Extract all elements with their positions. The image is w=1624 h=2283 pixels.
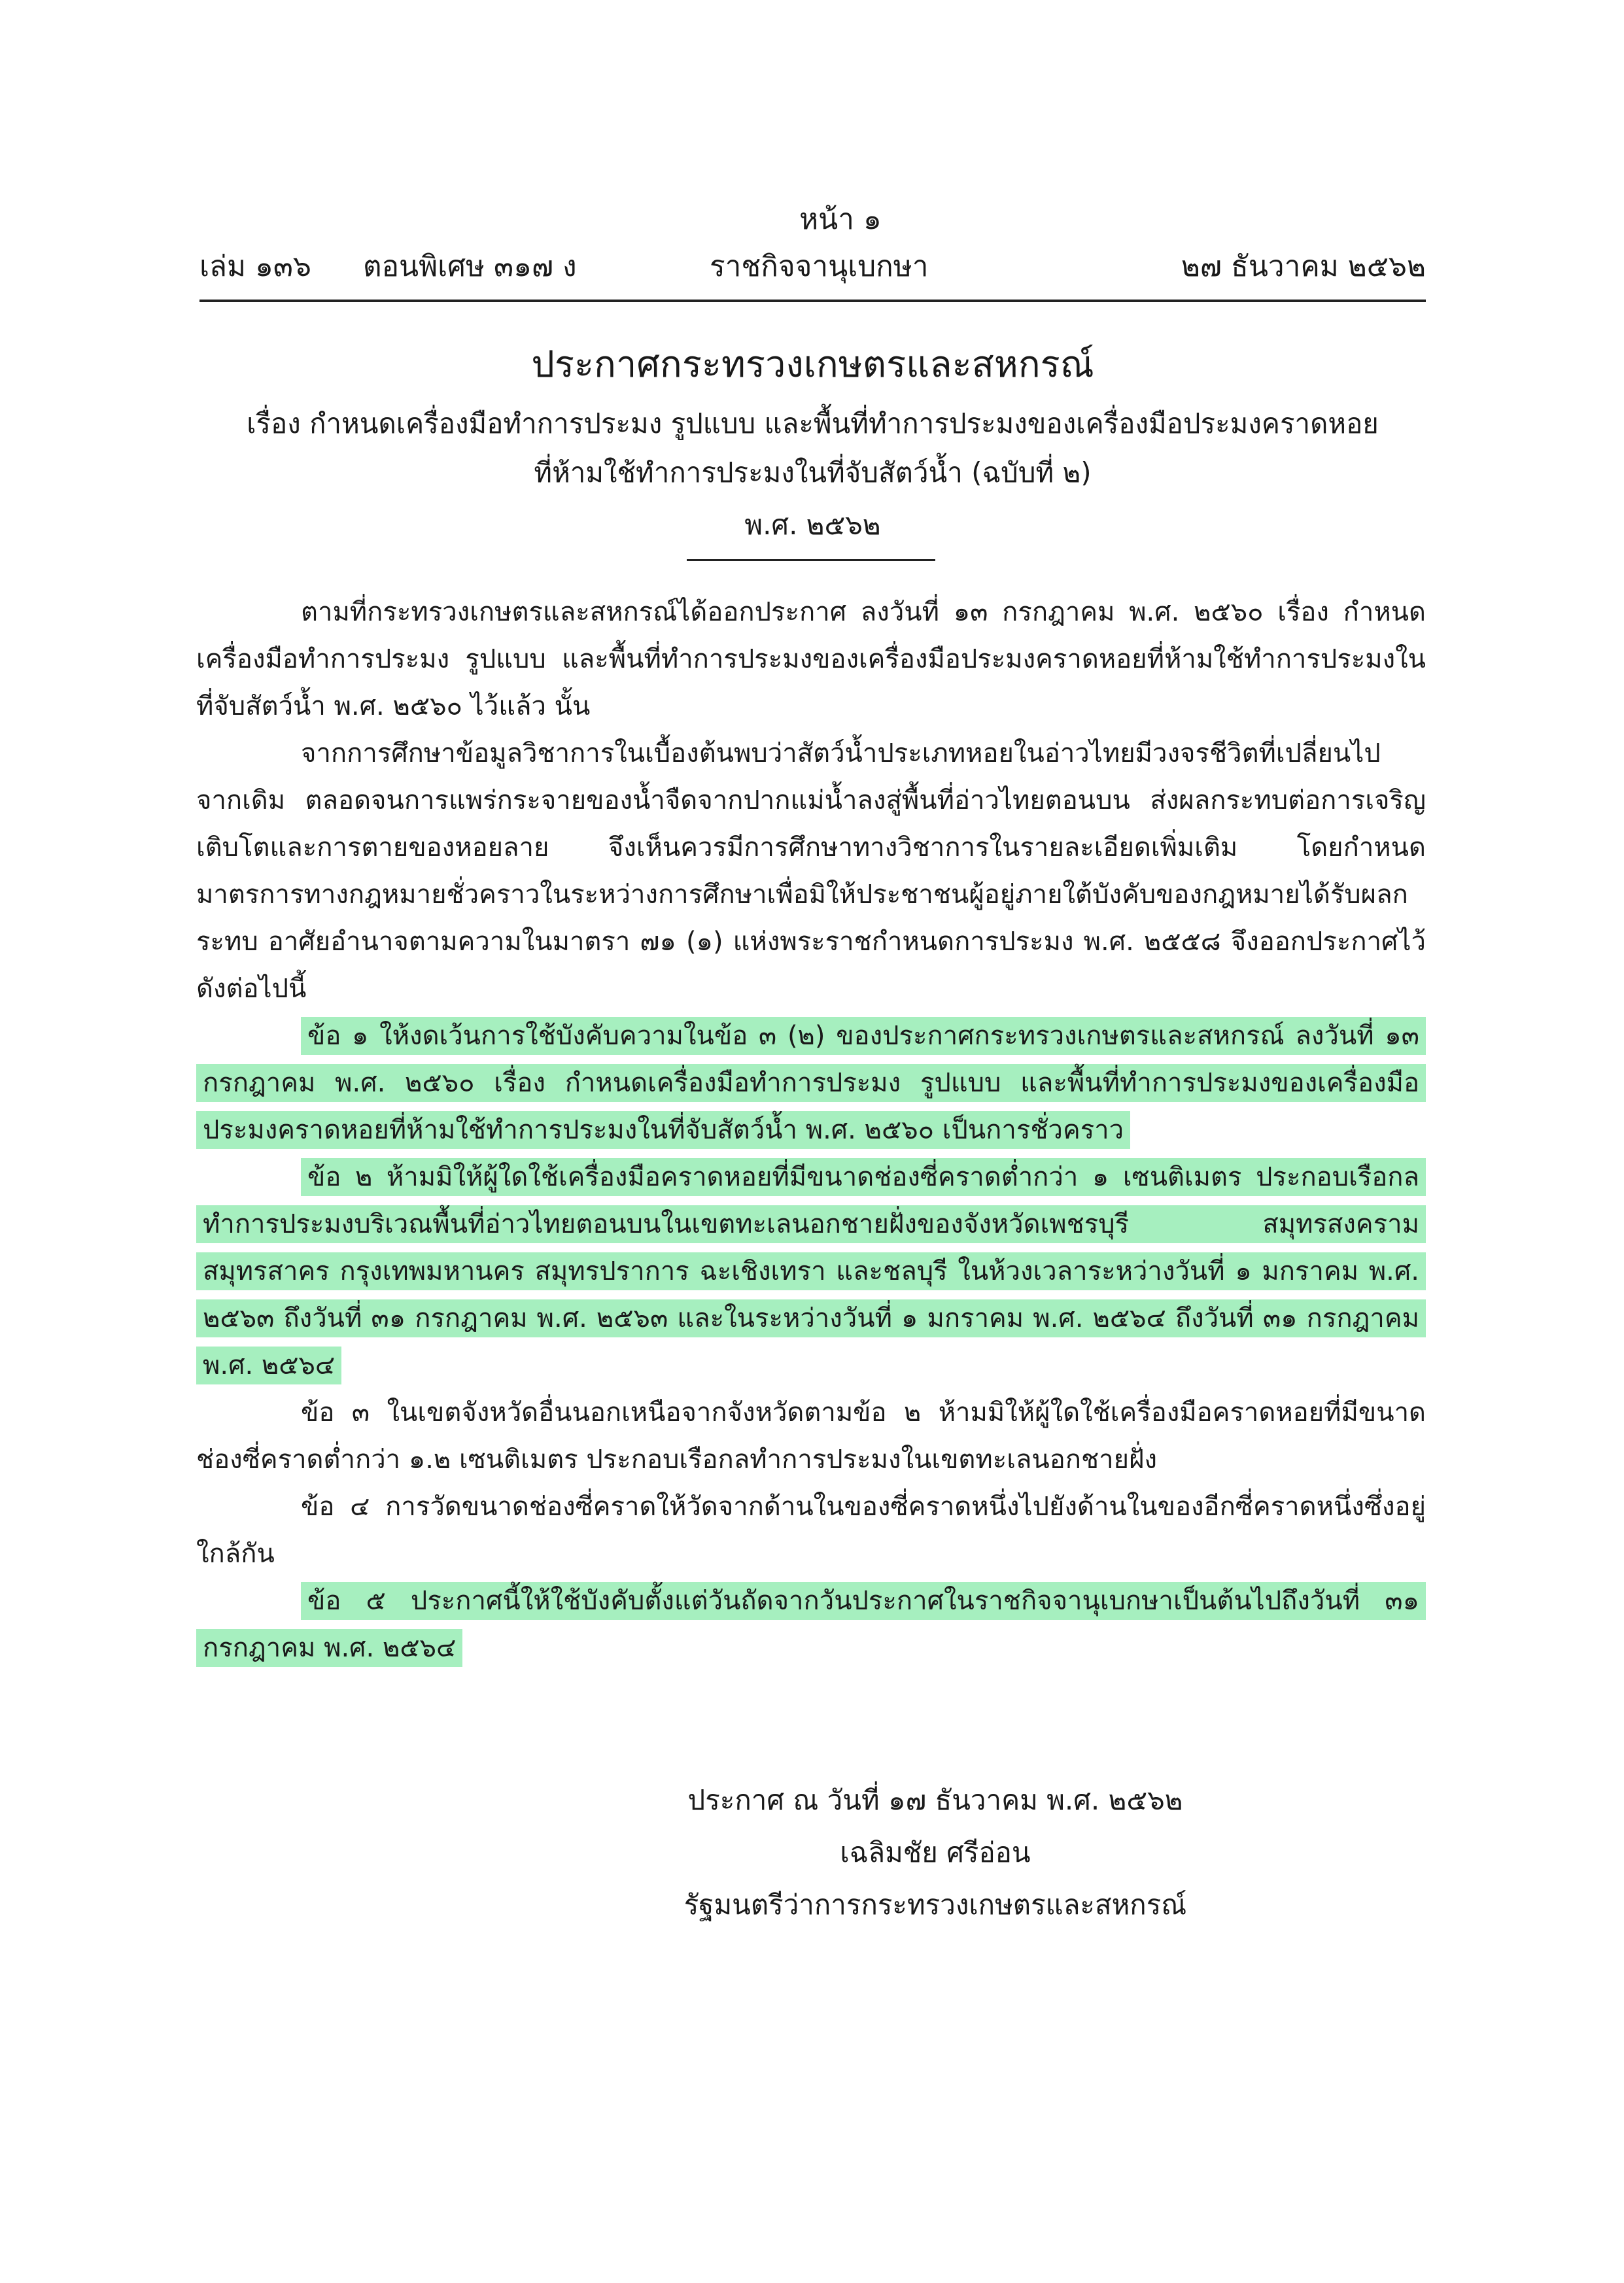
clause-2-text: ข้อ ๒ ห้ามมิให้ผู้ใดใช้เครื่องมือคราดหอยที่มีขนาดช่องซี่คราดต่ำกว่า ๑ เซนติเมตร ประกอบเรือกลทำการประมงบริเวณพื้นที่อ่าวไทยตอนบนในเขตทะเลนอกชายฝั่งของจังหวัดเพชรบุรี สมุทรสงคราม สมุทรสาคร กรุงเทพมหานคร สมุทรปราการ ฉะเชิงเทรา และชลบุรี ในห้วงเวลาระหว่างวันที่ ๑ มกราคม พ.ศ. ๒๕๖๓ ถึงวันที่ ๓๑ กรกฎาคม พ.ศ. ๒๕๖๓ และในระหว่างวันที่ ๑ มกราคม พ.ศ. ๒๕๖๔ ถึงวันที่ ๓๑ กรกฎาคม พ.ศ. ๒๕๖๔: [196, 1158, 1426, 1384]
announcement-body: [196, 589, 1426, 1672]
issue-label: ตอนพิเศษ ๓๑๗ ง: [363, 250, 577, 283]
page-number: หน้า ๑: [799, 203, 882, 236]
clause-2: [196, 1154, 1426, 1389]
subject-line-1: เรื่อง กำหนดเครื่องมือทำการประมง รูปแบบ และพื้นที่ทำการประมงของเครื่องมือประมงคราดหอย: [247, 407, 1379, 439]
signatory-name: เฉลิมชัย ศรีอ่อน: [840, 1836, 1031, 1868]
announcement-date: ประกาศ ณ วันที่ ๑๗ ธันวาคม พ.ศ. ๒๕๖๒: [687, 1784, 1183, 1816]
signatory-position: รัฐมนตรีว่าการกระทรวงเกษตรและสหกรณ์: [683, 1889, 1187, 1921]
volume-label: เล่ม ๑๓๖: [199, 250, 311, 283]
gazette-header: [199, 243, 1426, 289]
gazette-date: ๒๗ ธันวาคม ๒๕๖๒: [1181, 250, 1426, 283]
subject-line-2: ที่ห้ามใช้ทำการประมงในที่จับสัตว์น้ำ (ฉบับที่ ๒): [534, 456, 1092, 489]
title-divider: [687, 559, 935, 561]
clause-1-text: ข้อ ๑ ให้งดเว้นการใช้บังคับความในข้อ ๓ (๒) ของประกาศกระทรวงเกษตรและสหกรณ์ ลงวันที่ ๑๓ กรกฎาคม พ.ศ. ๒๕๖๐ เรื่อง กำหนดเครื่องมือทำการประมง รูปแบบ และพื้นที่ทำการประมงของเครื่องมือประมงคราดหอยที่ห้ามใช้ทำการประมงในที่จับสัตว์น้ำ พ.ศ. ๒๕๖๐ เป็นการชั่วคราว: [196, 1017, 1426, 1149]
clause-1: [196, 1012, 1426, 1154]
clause-4: ข้อ ๔ การวัดขนาดช่องซี่คราดให้วัดจากด้านในของซี่คราดหนึ่งไปยังด้านในของอีกซี่คราดหนึ่งซึ่งอยู่ใกล้กัน: [196, 1492, 1426, 1569]
gazette-name: ราชกิจจานุเบกษา: [710, 250, 929, 283]
rationale-paragraph: จากการศึกษาข้อมูลวิชาการในเบื้องต้นพบว่าสัตว์น้ำประเภทหอยในอ่าวไทยมีวงจรชีวิตที่เปลี่ยนไปจากเดิม ตลอดจนการแพร่กระจายของน้ำจืดจากปากแม่น้ำลงสู่พื้นที่อ่าวไทยตอนบน ส่งผลกระทบต่อการเจริญเติบโตและการตายของหอยลาย จึงเห็นควรมีการศึกษาทางวิชาการในรายละเอียดเพิ่มเติม โดยกำหนดมาตรการทางกฎหมายชั่วคราวในระหว่างการศึกษาเพื่อมิให้ประชาชนผู้อยู่ภายใต้บังคับของกฎหมายได้รับผลกระทบ อาศัยอำนาจตามความในมาตรา ๗๑ (๑) แห่งพระราชกำหนดการประมง พ.ศ. ๒๕๕๘ จึงออกประกาศไว้ ดังต่อไปนี้: [196, 738, 1426, 1004]
header-divider: [199, 300, 1426, 302]
clause-5-text: ข้อ ๕ ประกาศนี้ให้ใช้บังคับตั้งแต่วันถัดจากวันประกาศในราชกิจจานุเบกษาเป็นต้นไปถึงวันที่ ๓๑ กรกฎาคม พ.ศ. ๒๕๖๔: [196, 1582, 1426, 1667]
preamble-paragraph: ตามที่กระทรวงเกษตรและสหกรณ์ได้ออกประกาศ ลงวันที่ ๑๓ กรกฎาคม พ.ศ. ๒๕๖๐ เรื่อง กำหนดเครื่องมือทำการประมง รูปแบบ และพื้นที่ทำการประมงของเครื่องมือประมงคราดหอยที่ห้ามใช้ทำการประมงในที่จับสัตว์น้ำ พ.ศ. ๒๕๖๐ ไว้แล้ว นั้น: [196, 597, 1426, 721]
clause-5: [196, 1577, 1426, 1672]
clause-3: ข้อ ๓ ในเขตจังหวัดอื่นนอกเหนือจากจังหวัดตามข้อ ๒ ห้ามมิให้ผู้ใดใช้เครื่องมือคราดหอยที่มีขนาดช่องซี่คราดต่ำกว่า ๑.๒ เซนติเมตร ประกอบเรือกลทำการประมงในเขตทะเลนอกชายฝั่ง: [196, 1398, 1426, 1475]
title-year: พ.ศ. ๒๕๖๒: [744, 509, 881, 541]
announcement-title: ประกาศกระทรวงเกษตรและสหกรณ์: [531, 343, 1094, 386]
